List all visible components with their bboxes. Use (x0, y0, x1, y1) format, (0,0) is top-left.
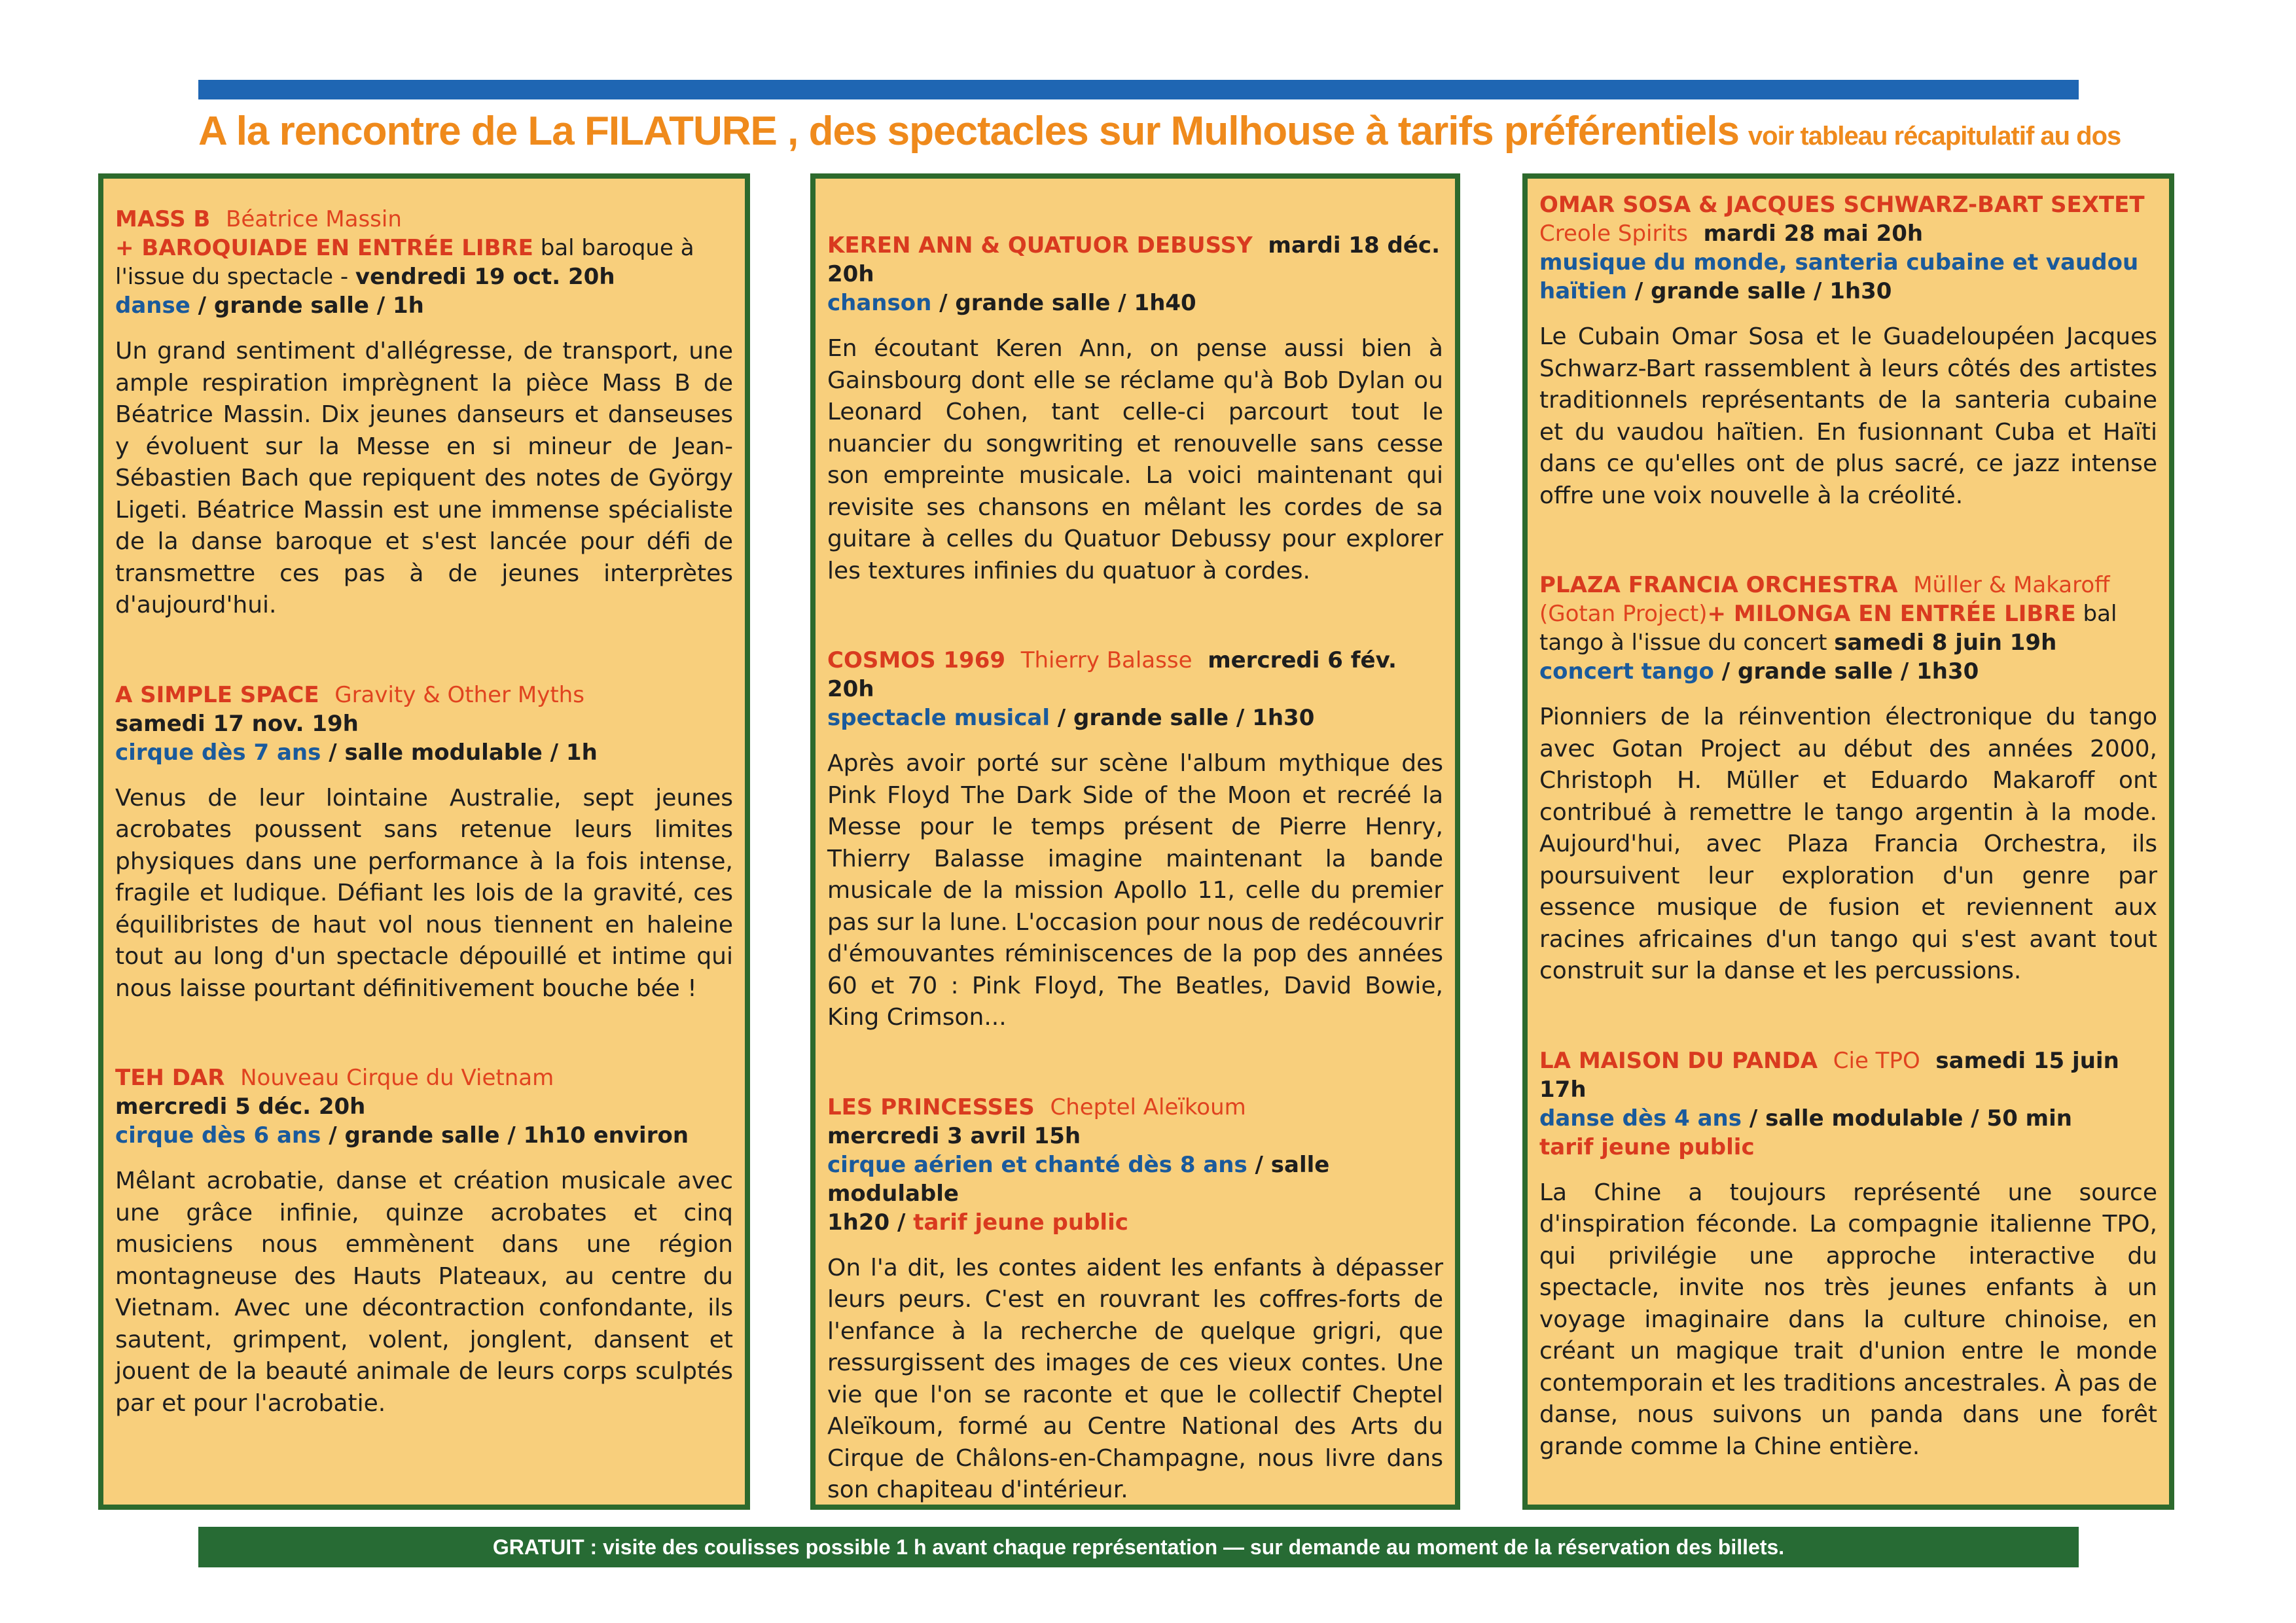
event-venue: / grande salle / 1h40 (931, 290, 1196, 316)
event-extra-text: bal tango à l'issue du concert (1539, 601, 2117, 656)
event-teh-dar (115, 1063, 733, 1419)
event-artist: Nouveau Cirque du Vietnam (240, 1065, 554, 1091)
event-omar-sosa (1539, 190, 2157, 512)
top-blue-band (198, 80, 2079, 99)
event-genre: cirque aérien et chanté dès 8 ans (827, 1151, 1247, 1178)
event-description: Pionniers de la réinvention électronique du tango avec Gotan Project au début des années 2000, Christoph H. Müller et Eduardo Makaroff ont contribué à remettre le tango argentin à la mode. Aujourd'hui, avec Plaza Francia Orchestra, ils poursuivent leur exploration d'un genre par essence musique de fusion et reviennent aux racines africaines d'un tango qui s'est avant tout construit sur la danse et les percussions. (1539, 704, 2157, 984)
event-description: On l'a dit, les contes aident les enfants à dépasser leurs peurs. C'est en rouvrant les coffres-forts de l'enfance à la recherche de quelque grigri, que ressurgissent des images de ces vieux contes. Une vie que l'on se raconte et que le collectif Cheptel Aleïkoum, formé au Centre National des Arts du Cirque de Châlons-en-Champagne, nous livre dans son chapiteau d'intérieur. (827, 1254, 1443, 1503)
program-column-3 (1522, 173, 2174, 1510)
event-artist: Gravity & Other Myths (334, 681, 584, 708)
event-header (1539, 571, 2157, 686)
event-description: En écoutant Keren Ann, on pense aussi bien à Gainsbourg dont elle se réclame qu'à Bob Dylan ou Leonard Cohen, tant celle-ci parcourt tout le nuancier du songwriting et renouvelle sans cesse son empreinte musicale. La voici maintenant qui revisite ses chansons en mêlant les cordes de sa guitare à celles du Quatuor Debussy pour explorer les textures infinies du quatuor à cordes. (827, 335, 1443, 584)
event-date: mercredi 3 avril 15h (827, 1122, 1081, 1149)
event-title: KEREN ANN & QUATUOR DEBUSSY (827, 232, 1253, 259)
event-header (1539, 1046, 2157, 1162)
event-header (115, 1063, 733, 1150)
event-artist: Cie TPO (1833, 1047, 1920, 1074)
event-extra-text: bal baroque à l'issue du spectacle - (115, 235, 694, 290)
event-description: Après avoir porté sur scène l'album mythique des Pink Floyd The Dark Side of the Moon et recréé la Messe pour le temps présent de Pierre Henry, Thierry Balasse imagine maintenant la bande musicale de la mission Apollo 11, celle du premier pas sur la lune. L'occasion pour nous de redécouvrir d'émouvantes réminiscences de la pop des années 60 et 70 : Pink Floyd, The Beatles, David Bowie, King Crimson... (827, 750, 1443, 1031)
event-venue: / grande salle / 1h30 (1626, 278, 1892, 304)
event-title: OMAR SOSA & JACQUES SCHWARZ-BART SEXTET (1539, 192, 2145, 218)
event-title: PLAZA FRANCIA ORCHESTRA (1539, 572, 1898, 598)
program-column-2 (810, 173, 1460, 1510)
event-extra-title: + BAROQUIADE EN ENTRÉE LIBRE (115, 235, 533, 261)
event-title: LES PRINCESSES (827, 1094, 1035, 1120)
event-description: Un grand sentiment d'allégresse, de transport, une ample respiration imprègnent la pièce Mass B de Béatrice Massin. Dix jeunes danseurs et danseuses y évoluent sur la Messe en si mineur de Jean-Sébastien Bach que repiquent des notes de György Ligeti. Béatrice Massin est une immense spécialiste de la danse baroque et s'est lancée pour défi de transmettre ces pas à de jeunes interprètes d'aujourd'hui. (115, 338, 733, 618)
event-genre: cirque dès 7 ans (115, 739, 321, 766)
event-description: Mêlant acrobatie, danse et création musicale avec une grâce infinie, quinze acrobates et cinq musiciens nous emmènent dans une région montagneuse des Hauts Plateaux, au centre du Vietnam. Avec une décontraction confondante, ils sautent, grimpent, volent, jonglent, dansent et jouent de la beauté animale de leurs corps sculptés par et pour l'acrobatie. (115, 1168, 733, 1417)
event-keren-ann (827, 231, 1443, 587)
event-date: samedi 17 nov. 19h (115, 710, 359, 737)
event-description: Venus de leur lointaine Australie, sept jeunes acrobates poussent sans retenue leurs limites physiques dans une performance à la fois intense, fragile et ludique. Défiant les lois de la gravité, ces équilibristes de haut vol nous tiennent en haleine tout au long d'un spectacle dépouillé et intime qui nous laisse pourtant définitivement bouche bée ! (115, 784, 733, 1002)
event-tarif: tarif jeune public (1539, 1133, 1755, 1160)
event-genre: danse (115, 293, 190, 319)
event-description: Le Cubain Omar Sosa et le Guadeloupéen Jacques Schwarz-Bart rassemblent à leurs côtés des artistes traditionnels représentants de la santeria cubaine et du vaudou haïtien. En fusionnant Cuba et Haïti dans ce qu'elles ont de plus sacré, ce jazz intense offre une voix nouvelle à la créolité. (1539, 323, 2157, 509)
event-venue: / grande salle / 1h30 (1713, 658, 1979, 685)
event-artist: Cheptel Aleïkoum (1050, 1094, 1246, 1120)
event-date: vendredi 19 oct. 20h (355, 264, 615, 290)
event-genre: musique du monde, santeria cubaine et vaudou haïtien (1539, 249, 2139, 304)
event-title: COSMOS 1969 (827, 647, 1006, 673)
event-venue: / grande salle / 1h10 environ (321, 1122, 689, 1149)
event-artist: Béatrice Massin (226, 206, 402, 232)
event-genre: chanson (827, 290, 932, 316)
event-genre: spectacle musical (827, 705, 1050, 731)
event-header (827, 231, 1443, 317)
event-header (827, 646, 1443, 732)
event-tarif: tarif jeune public (913, 1209, 1128, 1236)
event-duration: 1h20 / (827, 1209, 914, 1236)
event-venue: / salle modulable / 1h (321, 739, 598, 766)
headline (198, 108, 2121, 173)
event-title: MASS B (115, 206, 211, 232)
event-header (1539, 190, 2157, 306)
event-maison-du-panda (1539, 1046, 2157, 1463)
event-header (115, 205, 733, 320)
event-genre: concert tango (1539, 658, 1714, 685)
event-header (115, 681, 733, 767)
event-a-simple-space (115, 681, 733, 1005)
event-extra-title: + MILONGA EN ENTRÉE LIBRE (1707, 601, 2076, 627)
event-date: mercredi 5 déc. 20h (115, 1094, 366, 1120)
event-genre: danse dès 4 ans (1539, 1105, 1742, 1132)
event-mass-b (115, 205, 733, 622)
event-header (827, 1093, 1443, 1237)
event-les-princesses (827, 1093, 1443, 1507)
event-artist: Thierry Balasse (1020, 647, 1193, 673)
event-artist: Müller & Makaroff (Gotan Project) (1539, 572, 2110, 627)
event-venue: / salle modulable (827, 1151, 1330, 1207)
event-venue: / grande salle / 1h30 (1049, 705, 1315, 731)
event-date: samedi 15 juin 17h (1539, 1047, 2119, 1103)
event-date: mercredi 6 fév. 20h (827, 647, 1397, 702)
event-cosmos-1969 (827, 646, 1443, 1034)
event-artist: Creole Spirits (1539, 221, 1688, 247)
event-title: A SIMPLE SPACE (115, 681, 319, 708)
event-title: TEH DAR (115, 1065, 225, 1091)
headline-title: A la rencontre de La FILATURE , des spectacles sur Mulhouse à tarifs préférentiels (198, 109, 1739, 154)
footer-band (198, 1527, 2079, 1567)
event-plaza-francia (1539, 571, 2157, 988)
event-venue: / grande salle / 1h (190, 293, 424, 319)
event-genre: cirque dès 6 ans (115, 1122, 321, 1149)
event-date: mardi 28 mai 20h (1703, 221, 1924, 247)
event-date: mardi 18 déc. 20h (827, 232, 1440, 287)
program-column-1 (98, 173, 750, 1510)
event-description: La Chine a toujours représenté une source d'inspiration féconde. La compagnie italienne TPO, qui privilégie une approche interactive du spectacle, invite nos très jeunes enfants à un voyage imaginaire dans la culture chinoise, en créant un magique trait d'union entre le monde contemporain et les traditions ancestrales. À pas de danse, nous suivons un panda dans une forêt grande comme la Chine entière. (1539, 1179, 2157, 1460)
footer-text: GRATUIT : visite des coulisses possible 1 h avant chaque représentation — sur demande au moment de la réservation des billets. (492, 1535, 1785, 1559)
headline-subtitle: voir tableau récapitulatif au dos (1748, 122, 2121, 151)
event-date: samedi 8 juin 19h (1834, 630, 2057, 656)
event-title: LA MAISON DU PANDA (1539, 1047, 1818, 1074)
event-venue: / salle modulable / 50 min (1741, 1105, 2072, 1132)
